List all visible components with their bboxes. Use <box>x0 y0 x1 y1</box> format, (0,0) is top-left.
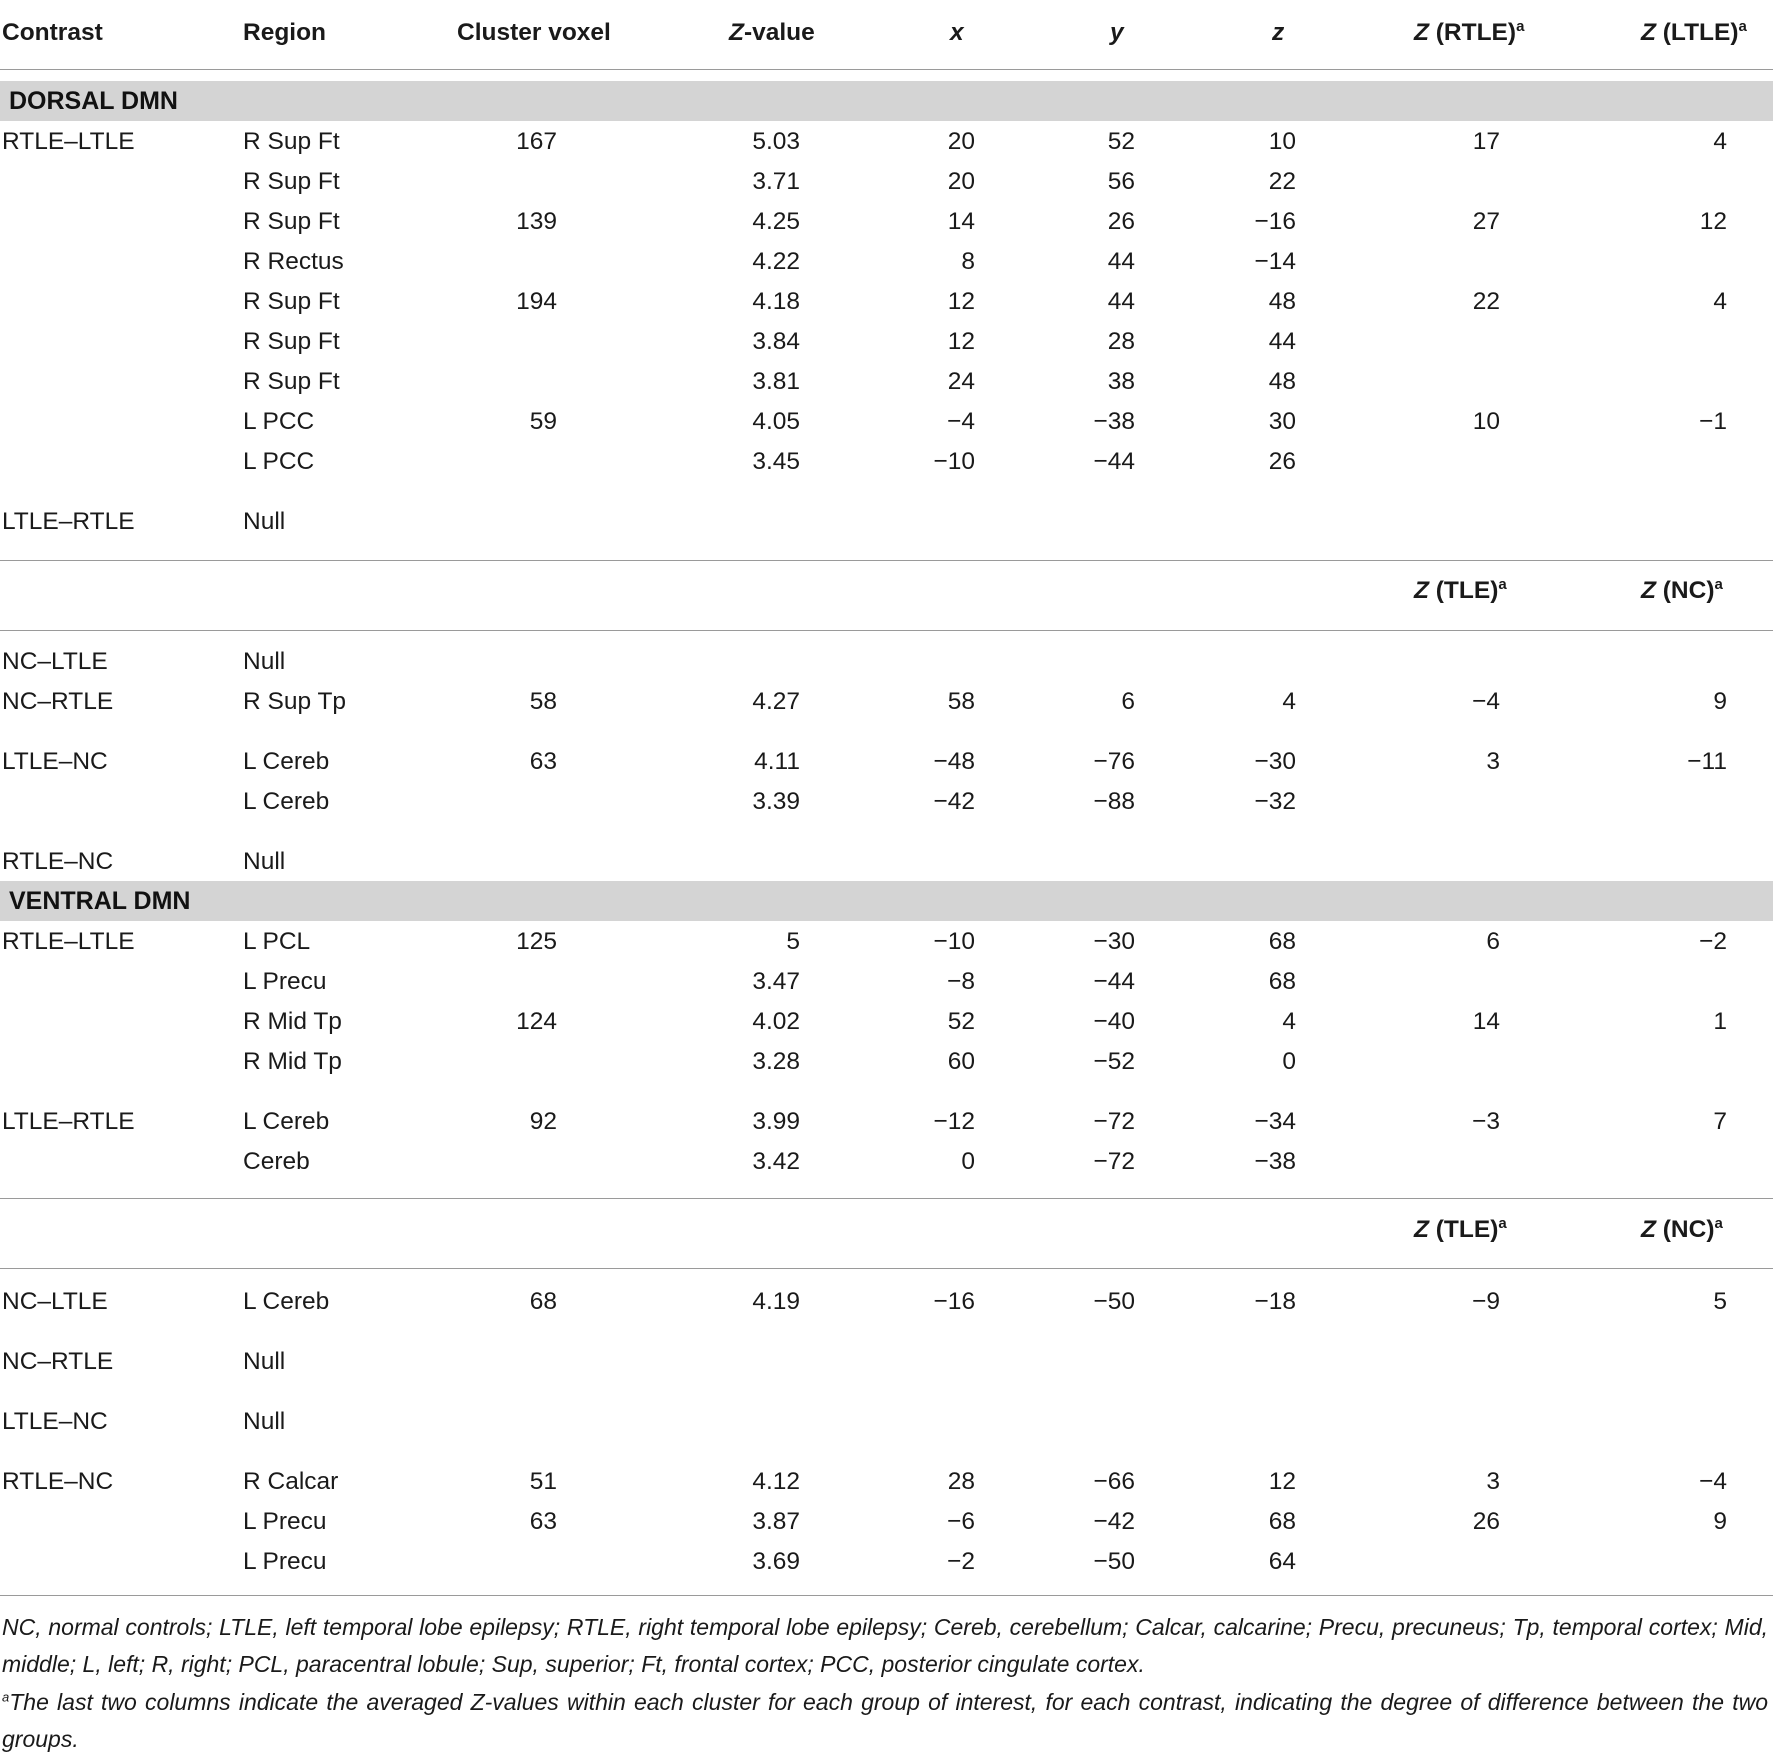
section-title-ventral: VENTRAL DMN <box>9 887 191 915</box>
cell-x: −6 <box>947 1508 975 1535</box>
table-row <box>0 642 1773 682</box>
table-row <box>0 202 1773 242</box>
header-z-rtle: Z (RTLE)$^a$ <box>1414 17 1525 46</box>
table-row <box>0 1102 1773 1142</box>
header-y: y <box>1110 19 1124 46</box>
cell-g2: 4 <box>1713 288 1727 315</box>
cell-y: 38 <box>1107 368 1135 395</box>
cell-y: −52 <box>1093 1048 1135 1075</box>
cell-z: 3.71 <box>752 168 800 195</box>
table-row <box>0 442 1773 482</box>
cell-region: R Sup Ft <box>243 328 340 355</box>
table-row <box>0 1542 1773 1582</box>
cell-z: 4.05 <box>752 408 800 435</box>
cell-region: Null <box>243 1348 286 1375</box>
cell-z: 4.27 <box>752 688 800 715</box>
cell-region: R Mid Tp <box>243 1048 342 1075</box>
cell-z: 3.47 <box>752 968 800 995</box>
cell-region: L Precu <box>243 1508 327 1535</box>
cell-zc: 48 <box>1268 288 1296 315</box>
cell-x: −16 <box>933 1288 975 1315</box>
cell-y: 44 <box>1107 288 1135 315</box>
cell-region: L PCL <box>243 928 311 955</box>
cell-contrast: NC–RTLE <box>2 688 114 715</box>
header-contrast: Contrast <box>2 19 103 46</box>
cell-x: −48 <box>933 748 975 775</box>
cell-g2: 12 <box>1699 208 1727 235</box>
table-row <box>0 1462 1773 1502</box>
sub-header-z-tle: Z (TLE)$^a$ <box>1414 1214 1507 1243</box>
cell-g1: −3 <box>1472 1108 1500 1135</box>
cell-x: −8 <box>947 968 975 995</box>
divider-rule <box>0 560 1773 561</box>
cell-region: R Sup Ft <box>243 288 340 315</box>
cell-zc: −14 <box>1254 248 1296 275</box>
table-row <box>0 242 1773 282</box>
cell-x: 20 <box>947 168 975 195</box>
cell-zc: 68 <box>1268 1508 1296 1535</box>
cell-z: 3.28 <box>752 1048 800 1075</box>
cell-z: 4.19 <box>752 1288 800 1315</box>
header-rule <box>0 69 1773 70</box>
cell-x: 12 <box>947 288 975 315</box>
header-region: Region <box>243 19 327 46</box>
cell-cluster: 167 <box>516 128 557 155</box>
cell-y: −50 <box>1093 1548 1135 1575</box>
table-row <box>0 962 1773 1002</box>
cell-contrast: NC–LTLE <box>2 648 108 675</box>
table-row <box>0 1142 1773 1182</box>
cell-contrast: RTLE–LTLE <box>2 128 135 155</box>
cell-x: −2 <box>947 1548 975 1575</box>
cell-y: 26 <box>1107 208 1135 235</box>
cell-y: 52 <box>1107 128 1135 155</box>
cell-region: R Mid Tp <box>243 1008 342 1035</box>
section-title-dorsal: DORSAL DMN <box>9 87 178 115</box>
cell-x: −12 <box>933 1108 975 1135</box>
cell-x: 58 <box>947 688 975 715</box>
section-band-dorsal <box>0 81 1773 121</box>
cell-region: L Cereb <box>243 788 330 815</box>
table-row <box>0 282 1773 322</box>
cell-zc: −34 <box>1254 1108 1296 1135</box>
cell-zc: −32 <box>1254 788 1296 815</box>
cell-region: R Sup Tp <box>243 688 347 715</box>
cell-g1: 3 <box>1486 748 1500 775</box>
cell-contrast: RTLE–NC <box>2 848 114 875</box>
cell-g2: 9 <box>1713 688 1727 715</box>
table-row <box>0 122 1773 162</box>
footnote-note: $^a$The last two columns indicate the averaged Z-values within each cluster for each group of interest, for each contrast, indicating the degree of difference between the two groups. <box>2 1689 1768 1752</box>
cell-g2: −1 <box>1699 408 1727 435</box>
cell-z: 4.18 <box>752 288 800 315</box>
cell-zc: 26 <box>1268 448 1296 475</box>
cell-region: Null <box>243 648 286 675</box>
cell-contrast: LTLE–NC <box>2 748 108 775</box>
cell-g2: −4 <box>1699 1468 1727 1495</box>
table-row <box>0 1042 1773 1082</box>
cell-zc: −38 <box>1254 1148 1296 1175</box>
cell-y: 28 <box>1107 328 1135 355</box>
cell-cluster: 92 <box>529 1108 557 1135</box>
table-row <box>0 402 1773 442</box>
sub-header-row-ventral <box>0 1210 1773 1250</box>
divider-rule <box>0 630 1773 631</box>
cell-region: L Cereb <box>243 748 330 775</box>
table-row <box>0 842 1773 882</box>
cell-g1: 3 <box>1486 1468 1500 1495</box>
cell-g1: 27 <box>1472 208 1500 235</box>
cell-zc: 4 <box>1282 1008 1296 1035</box>
table-row <box>0 782 1773 822</box>
cell-z: 4.22 <box>752 248 800 275</box>
cell-y: −30 <box>1093 928 1135 955</box>
cell-region: L PCC <box>243 408 315 435</box>
cell-g1: 26 <box>1472 1508 1500 1535</box>
sub-header-z-nc: Z (NC)$^a$ <box>1641 575 1723 604</box>
table-row <box>0 1002 1773 1042</box>
cell-zc: 10 <box>1268 128 1296 155</box>
cell-g2: 4 <box>1713 128 1727 155</box>
cell-x: −42 <box>933 788 975 815</box>
cell-z: 3.84 <box>752 328 800 355</box>
cell-region: R Sup Ft <box>243 168 340 195</box>
cell-g1: 6 <box>1486 928 1500 955</box>
cell-z: 3.45 <box>752 448 800 475</box>
table-row <box>0 1342 1773 1382</box>
cell-zc: −30 <box>1254 748 1296 775</box>
table-header-row <box>0 13 1773 53</box>
cell-region: R Sup Ft <box>243 128 340 155</box>
cell-y: 6 <box>1121 688 1135 715</box>
cell-region: Null <box>243 1408 286 1435</box>
cell-z: 4.12 <box>752 1468 800 1495</box>
table-row <box>0 1402 1773 1442</box>
cell-g2: 1 <box>1713 1008 1727 1035</box>
cell-y: −72 <box>1093 1148 1135 1175</box>
cell-zc: 44 <box>1268 328 1296 355</box>
table-bottom-rule <box>0 1595 1773 1596</box>
cell-x: −10 <box>933 448 975 475</box>
section-band-ventral <box>0 881 1773 921</box>
cell-contrast: LTLE–RTLE <box>2 508 135 535</box>
cell-zc: 22 <box>1268 168 1296 195</box>
cell-zc: 12 <box>1268 1468 1296 1495</box>
cell-cluster: 68 <box>529 1288 557 1315</box>
cell-x: 52 <box>947 1008 975 1035</box>
cell-x: 60 <box>947 1048 975 1075</box>
table-row <box>0 322 1773 362</box>
cell-z: 3.42 <box>752 1148 800 1175</box>
cell-cluster: 59 <box>529 408 557 435</box>
cell-zc: −18 <box>1254 1288 1296 1315</box>
cell-region: Cereb <box>243 1148 310 1175</box>
cell-g2: 9 <box>1713 1508 1727 1535</box>
cell-zc: 68 <box>1268 928 1296 955</box>
header-x: x <box>950 19 964 46</box>
cell-region: Null <box>243 848 286 875</box>
cell-x: 0 <box>961 1148 975 1175</box>
cell-region: R Sup Ft <box>243 208 340 235</box>
cell-cluster: 124 <box>516 1008 557 1035</box>
cell-region: L Precu <box>243 1548 327 1575</box>
divider-rule <box>0 1268 1773 1269</box>
cell-g1: −9 <box>1472 1288 1500 1315</box>
header-z-value: Z-value <box>729 19 815 46</box>
cell-zc: 64 <box>1268 1548 1296 1575</box>
cell-zc: −16 <box>1254 208 1296 235</box>
cell-y: 56 <box>1107 168 1135 195</box>
cell-z: 3.87 <box>752 1508 800 1535</box>
cell-cluster: 139 <box>516 208 557 235</box>
cell-y: −40 <box>1093 1008 1135 1035</box>
cell-y: −44 <box>1093 968 1135 995</box>
cell-g1: 14 <box>1472 1008 1500 1035</box>
cell-z: 5.03 <box>752 128 800 155</box>
cell-g2: −2 <box>1699 928 1727 955</box>
table-row <box>0 682 1773 722</box>
cell-x: −10 <box>933 928 975 955</box>
cell-cluster: 63 <box>529 1508 557 1535</box>
cell-contrast: RTLE–NC <box>2 1468 114 1495</box>
cell-contrast: LTLE–RTLE <box>2 1108 135 1135</box>
cell-g1: 17 <box>1472 128 1500 155</box>
cell-y: −38 <box>1093 408 1135 435</box>
table-row <box>0 502 1773 542</box>
cell-cluster: 63 <box>529 748 557 775</box>
cell-g1: 22 <box>1472 288 1500 315</box>
cell-region: L Cereb <box>243 1288 330 1315</box>
cell-contrast: NC–RTLE <box>2 1348 114 1375</box>
cell-zc: 0 <box>1282 1048 1296 1075</box>
cell-y: −50 <box>1093 1288 1135 1315</box>
cell-x: 28 <box>947 1468 975 1495</box>
cell-contrast: LTLE–NC <box>2 1408 108 1435</box>
cell-region: L Precu <box>243 968 327 995</box>
cell-g2: −11 <box>1687 748 1727 775</box>
table-row <box>0 922 1773 962</box>
cell-y: −42 <box>1093 1508 1135 1535</box>
cell-g2: 5 <box>1713 1288 1727 1315</box>
cell-z: 3.81 <box>752 368 800 395</box>
cell-z: 4.02 <box>752 1008 800 1035</box>
cell-contrast: NC–LTLE <box>2 1288 108 1315</box>
cell-z: 5 <box>786 928 800 955</box>
cell-y: −76 <box>1093 748 1135 775</box>
cell-zc: 68 <box>1268 968 1296 995</box>
cell-x: 8 <box>961 248 975 275</box>
cell-zc: 48 <box>1268 368 1296 395</box>
cell-region: R Rectus <box>243 248 344 275</box>
cell-g1: 10 <box>1472 408 1500 435</box>
cell-region: R Calcar <box>243 1468 339 1495</box>
cell-contrast: RTLE–LTLE <box>2 928 135 955</box>
table-row <box>0 742 1773 782</box>
cell-z: 3.69 <box>752 1548 800 1575</box>
table-row <box>0 1502 1773 1542</box>
cell-region: L Cereb <box>243 1108 330 1135</box>
cell-region: L PCC <box>243 448 315 475</box>
cell-zc: 30 <box>1268 408 1296 435</box>
cell-x: 14 <box>947 208 975 235</box>
footnote-abbreviations: NC, normal controls; LTLE, left temporal lobe epilepsy; RTLE, right temporal lobe epilepsy; Cereb, cerebellum; Calcar, calcarine; Precu, precuneus; Tp, temporal cortex; Mid, middle; L, left; R, right; PCL, paracentral lobule; Sup, superior; Ft, frontal cortex; PCC, posterior cingulate cortex. <box>2 1614 1768 1677</box>
cell-region: R Sup Ft <box>243 368 340 395</box>
cell-x: −4 <box>947 408 975 435</box>
sub-header-z-nc: Z (NC)$^a$ <box>1641 1214 1723 1243</box>
cell-g1: −4 <box>1472 688 1500 715</box>
sub-header-row-dorsal <box>0 571 1773 611</box>
cell-x: 20 <box>947 128 975 155</box>
table-row <box>0 362 1773 402</box>
table-row <box>0 162 1773 202</box>
cell-region: Null <box>243 508 286 535</box>
cell-cluster: 58 <box>529 688 557 715</box>
header-cluster-voxel: Cluster voxel <box>457 19 611 46</box>
cell-cluster: 51 <box>529 1468 557 1495</box>
cell-z: 4.11 <box>754 748 800 775</box>
cell-cluster: 125 <box>516 928 557 955</box>
cell-g2: 7 <box>1713 1108 1727 1135</box>
cell-y: −66 <box>1093 1468 1135 1495</box>
cell-y: −72 <box>1093 1108 1135 1135</box>
cell-zc: 4 <box>1282 688 1296 715</box>
cell-y: −88 <box>1093 788 1135 815</box>
cell-z: 3.99 <box>752 1108 800 1135</box>
cell-z: 4.25 <box>752 208 800 235</box>
cell-z: 3.39 <box>752 788 800 815</box>
header-z: z <box>1272 19 1285 46</box>
cell-y: −44 <box>1093 448 1135 475</box>
cell-x: 24 <box>947 368 975 395</box>
header-z-ltle: Z (LTLE)$^a$ <box>1641 17 1747 46</box>
cell-x: 12 <box>947 328 975 355</box>
sub-header-z-tle: Z (TLE)$^a$ <box>1414 575 1507 604</box>
divider-rule <box>0 1198 1773 1199</box>
table-row <box>0 1282 1773 1322</box>
cell-cluster: 194 <box>516 288 557 315</box>
cell-y: 44 <box>1107 248 1135 275</box>
